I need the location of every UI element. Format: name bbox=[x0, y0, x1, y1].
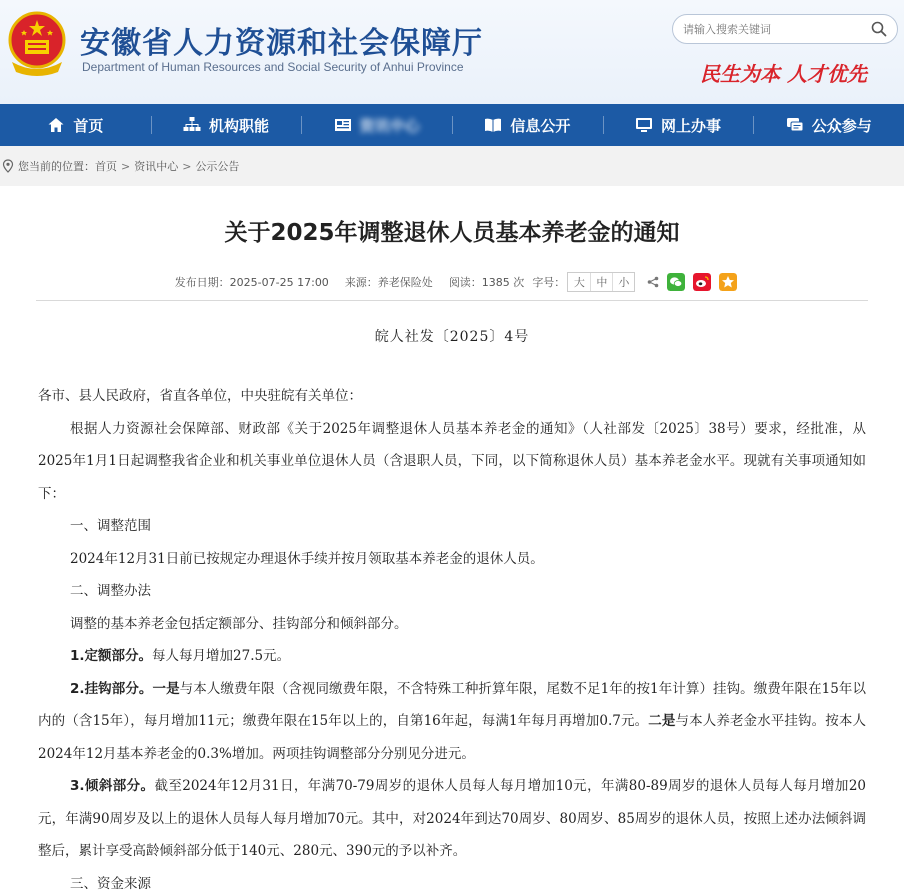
nav-label: 资讯中心 bbox=[359, 116, 420, 135]
search-icon[interactable] bbox=[871, 21, 887, 37]
font-size-switcher bbox=[567, 272, 635, 292]
item-text: 与本人养老金水平挂钩。按本人2024年12月基本养老金的0.3%增加。两项挂钩调整部分分别见分进元。 bbox=[38, 713, 867, 762]
item-tilt-part bbox=[38, 770, 866, 868]
org-chart-icon bbox=[183, 116, 201, 134]
nav-item-disclosure[interactable] bbox=[452, 104, 603, 146]
slogan: 民生为本 人才优先 bbox=[700, 62, 867, 86]
book-icon bbox=[484, 116, 502, 134]
item-label: 1.定额部分。 bbox=[70, 648, 153, 664]
font-size-medium[interactable]: 中 bbox=[590, 273, 612, 291]
site-title: 安徽省人力资源和社会保障厅 bbox=[80, 26, 483, 61]
breadcrumb-announcements[interactable]: 公示公告 bbox=[195, 160, 240, 173]
article-meta bbox=[0, 270, 904, 294]
weibo-icon[interactable] bbox=[693, 273, 711, 291]
section-paragraph: 2024年12月31日前已按规定办理退休手续并按月领取基本养老金的退休人员。 bbox=[70, 550, 544, 567]
font-size-small[interactable]: 小 bbox=[612, 273, 634, 291]
article-body bbox=[38, 380, 866, 896]
section-heading: 一、调整范围 bbox=[70, 518, 151, 534]
chat-icon bbox=[786, 116, 804, 134]
section-paragraph: 调整的基本养老金包括定额部分、挂钩部分和倾斜部分。 bbox=[70, 615, 408, 632]
item-label: 3.倾斜部分。 bbox=[70, 778, 155, 794]
item-text: 每人每月增加27.5元。 bbox=[152, 648, 291, 664]
nav-label: 网上办事 bbox=[661, 116, 722, 135]
nav-item-online-service[interactable] bbox=[603, 104, 754, 146]
nav-item-participation[interactable] bbox=[753, 104, 904, 146]
item-label: 2.挂钩部分。 bbox=[70, 680, 153, 697]
document-number: 皖人社发〔2025〕4号 bbox=[374, 329, 530, 345]
article-source: 来源：养老保险处 bbox=[344, 276, 433, 289]
breadcrumb bbox=[0, 146, 904, 186]
main-nav bbox=[0, 104, 904, 146]
breadcrumb-prefix: 您当前的位置： bbox=[18, 160, 95, 173]
breadcrumb-home[interactable]: 首页 bbox=[95, 160, 117, 173]
section-heading: 三、资金来源 bbox=[70, 875, 151, 892]
search-box bbox=[672, 14, 898, 44]
search-input[interactable] bbox=[683, 20, 863, 38]
item-fixed-part bbox=[38, 640, 866, 673]
item-sublabel: 二是 bbox=[648, 713, 676, 729]
nav-item-home[interactable] bbox=[0, 104, 151, 146]
nav-item-news[interactable] bbox=[301, 104, 452, 146]
font-size-large[interactable]: 大 bbox=[573, 276, 585, 289]
breadcrumb-separator: > bbox=[182, 159, 192, 173]
national-emblem-icon bbox=[6, 10, 68, 80]
section-heading: 二、调整办法 bbox=[70, 583, 151, 599]
breadcrumb-news[interactable]: 资讯中心 bbox=[134, 160, 179, 173]
recipients: 各市、县人民政府，省直各单位，中央驻皖有关单位： bbox=[38, 388, 362, 404]
monitor-icon bbox=[635, 116, 653, 134]
item-linked-part bbox=[38, 673, 866, 771]
nav-label: 公众参与 bbox=[811, 116, 872, 135]
item-sublabel: 一是 bbox=[152, 680, 180, 697]
home-icon bbox=[47, 116, 65, 134]
news-icon bbox=[334, 116, 352, 134]
breadcrumb-separator: > bbox=[121, 159, 131, 173]
item-text: 截至2024年12月31日，年满70-79周岁的退休人员每人每月增加10元，年满80-89周岁的退休人员每人每月增加20 元，年满90周岁及以上的退休人员每人每月增加70元。其中，对2024年到达70周岁、80周岁、85周岁的退休人员，按照上述办法倾斜调整后，累计享受高龄倾斜部分低于140元、280元、390元的予以补齐。 bbox=[38, 778, 866, 859]
favorite-star-icon[interactable] bbox=[719, 273, 737, 291]
meta-divider bbox=[36, 300, 868, 301]
share-bar bbox=[647, 273, 737, 291]
site-subtitle: Department of Human Resources and Social Security of Anhui Province bbox=[82, 60, 464, 74]
wechat-icon[interactable] bbox=[667, 273, 685, 291]
nav-label: 信息公开 bbox=[510, 116, 571, 135]
publish-date: 发布日期：2025-07-25 17:00 bbox=[174, 276, 329, 289]
view-count: 阅读：1385 次 bbox=[448, 276, 525, 289]
site-header bbox=[0, 0, 904, 104]
nav-label: 首页 bbox=[73, 116, 104, 135]
item-text: 与本人缴费年限（含视同缴费年限，不含特殊工种折算年限，尾数不足1年的按1年计算）挂钩。缴费年限在15年以内的（含15年），每月增加11元；缴费年限在15年以上的，自第16年起，每满1年每月再增加0.7元。 bbox=[38, 680, 867, 729]
share-icon[interactable] bbox=[647, 276, 659, 288]
location-pin-icon bbox=[2, 159, 14, 173]
intro-paragraph: 根据人力资源社会保障部、财政部《关于2025年调整退休人员基本养老金的通知》（人社部发〔2025〕38号）要求，经批准，从2025年1月1日起调整我省企业和机关事业单位退休人员（含退职人员，下同，以下简称退休人员）基本养老金水平。现就有关事项通知如下： bbox=[38, 420, 866, 502]
article-title: 关于2025年调整退休人员基本养老金的通知 bbox=[224, 220, 680, 246]
nav-item-org[interactable] bbox=[151, 104, 302, 146]
nav-label: 机构职能 bbox=[209, 116, 270, 135]
font-size-label: 字号： bbox=[532, 276, 566, 289]
